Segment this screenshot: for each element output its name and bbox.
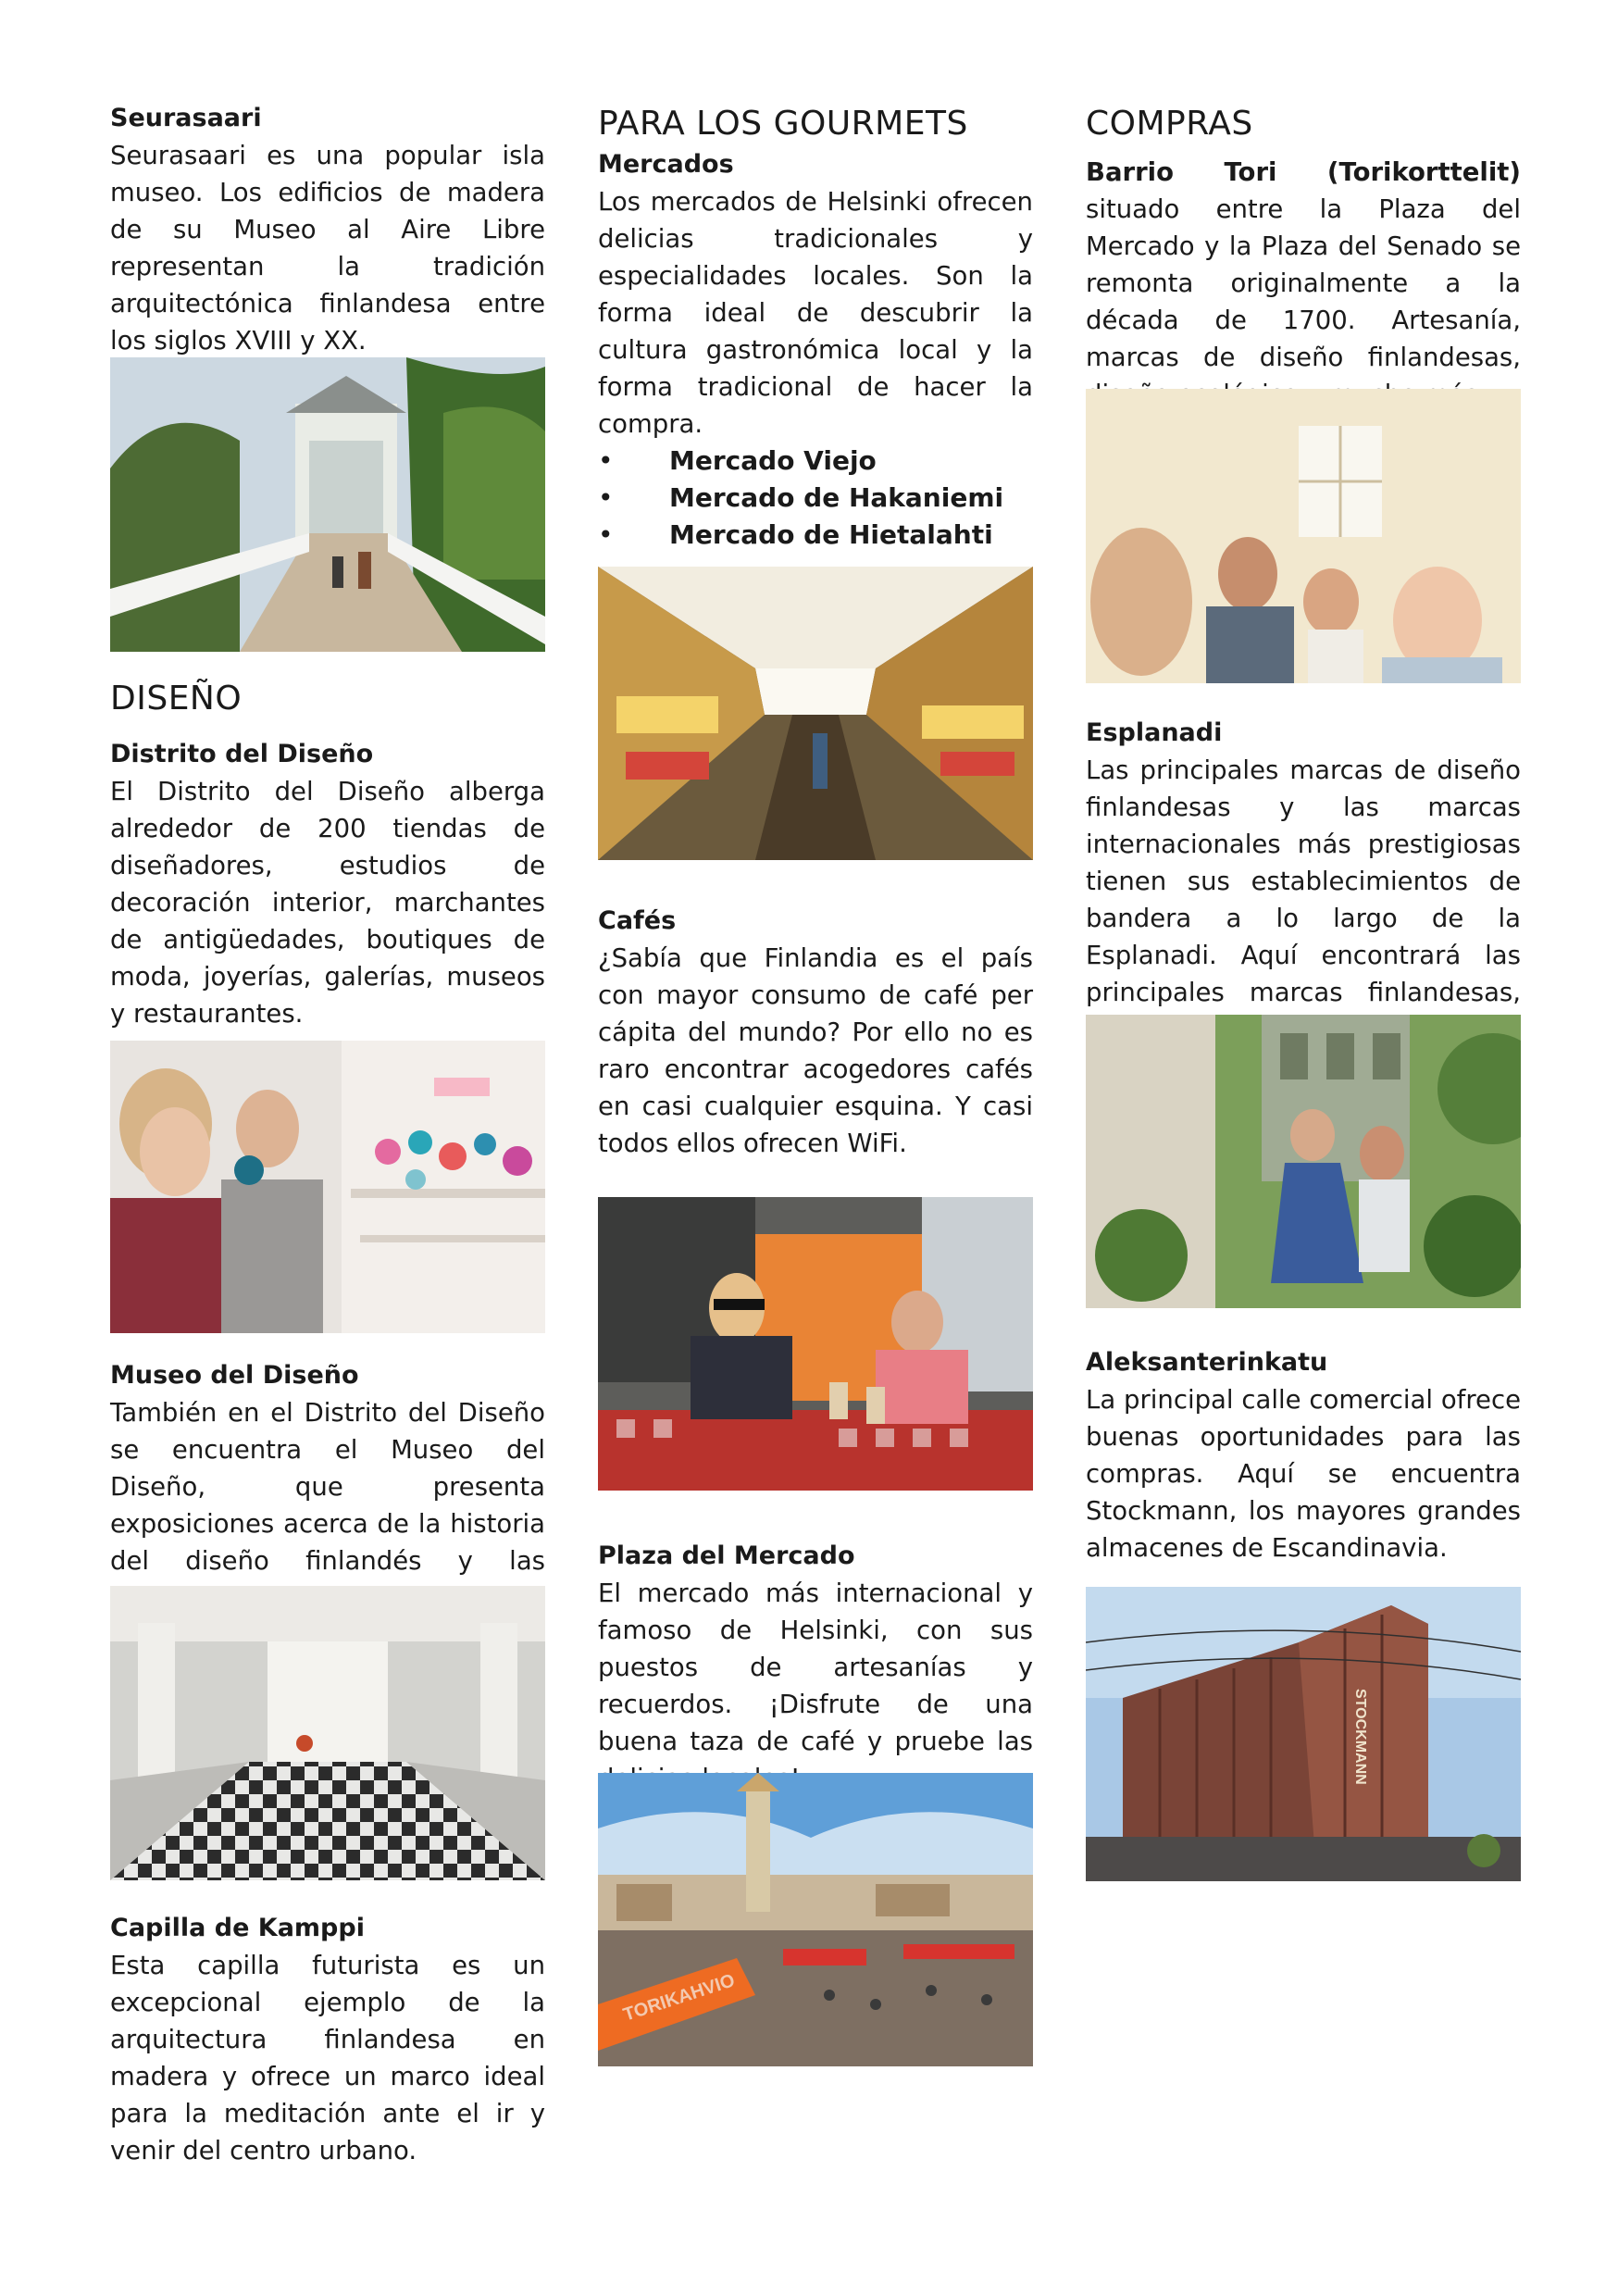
plaza-text: El mercado más internacional y famoso de Helsinki, con sus puestos de artesanías y recuerdos. ¡Disfrute de una buena taza de café y pruebe las bbox=[598, 1578, 1033, 1756]
market-list bbox=[598, 443, 1033, 554]
tori-text bbox=[1086, 154, 1521, 413]
tori-block bbox=[1086, 154, 1521, 413]
cafes-text: ¿Sabía que Finlandia es el país con mayor consumo de café per cápita del mundo? Por ello no es raro encontrar acogedores cafés en casi cualquier esquina. Y casi todos ellos ofrecen WiFi. bbox=[598, 943, 1033, 1158]
seurasaari-title: Seurasaari bbox=[110, 104, 262, 132]
plaza-title: Plaza del Mercado bbox=[598, 1541, 855, 1570]
cafes-title: Cafés bbox=[598, 906, 677, 935]
plaza-block bbox=[598, 1538, 1033, 1797]
museo-text: También en el Distrito del Diseño se encuentra el Museo del Diseño, que presenta exposiciones acerca de la historia del diseño finlandés y las bbox=[110, 1398, 545, 1576]
compras-heading: COMPRAS bbox=[1086, 105, 1253, 143]
aleksanterinkatu-title: Aleksanterinkatu bbox=[1086, 1348, 1328, 1377]
distrito-title: Distrito del Diseño bbox=[110, 740, 374, 768]
list-item bbox=[598, 517, 1033, 554]
esplanadi-text: Las principales marcas de diseño finlandesas y las marcas internacionales más prestigiosas tienen sus establecimientos de bandera a lo largo de la Esplanadi. Aquí encontrará las principales marcas finlandesas, bbox=[1086, 755, 1521, 1007]
aleksanterinkatu-block bbox=[1086, 1344, 1521, 1566]
kamppi-title: Capilla de Kamppi bbox=[110, 1914, 365, 1942]
design-museum-hall-photo bbox=[110, 1586, 545, 1880]
list-item bbox=[598, 443, 1033, 480]
esplanadi-dancers-photo bbox=[1086, 1015, 1521, 1308]
tori-title: Barrio Tori (Torikorttelit) bbox=[1086, 157, 1521, 187]
cafe-terrace-photo bbox=[598, 1197, 1033, 1491]
tori-crowd-photo bbox=[1086, 389, 1521, 683]
design-heading: DISEÑO bbox=[110, 680, 243, 718]
seurasaari-bridge-photo bbox=[110, 357, 545, 652]
kamppi-text: Esta capilla futurista es un excepcional ejemplo de la arquitectura finlandesa en madera y ofrece un marco ideal para la meditación ante el ir y venir del centro urbano. bbox=[110, 1951, 545, 2165]
museo-block bbox=[110, 1357, 545, 1616]
cafes-block bbox=[598, 903, 1033, 1162]
bullet: • bbox=[598, 482, 614, 513]
mercados-title: Mercados bbox=[598, 150, 734, 179]
bullet: • bbox=[598, 445, 614, 476]
bullet: • bbox=[598, 519, 614, 550]
distrito-text: El Distrito del Diseño alberga alrededor de 200 tiendas de diseñadores, estudios de decoración interior, marchantes de antigüedades, boutiques de moda, joyerías, galerías, museos y restaurantes. bbox=[110, 777, 545, 1029]
museo-title: Museo del Diseño bbox=[110, 1361, 359, 1390]
kamppi-block bbox=[110, 1910, 545, 2169]
market-item-label: Mercado de Hakaniemi bbox=[669, 482, 1004, 513]
tori-body: situado entre la Plaza del Mercado y la Plaza del Senado se remonta originalmente a la década de 1700. Artesanía, marcas de diseño finlandesas, bbox=[1086, 194, 1521, 372]
distrito-block bbox=[110, 736, 545, 1032]
market-item-label: Mercado Viejo bbox=[669, 445, 877, 476]
market-hall-photo bbox=[598, 567, 1033, 860]
seurasaari-block bbox=[110, 100, 545, 359]
design-shop-photo bbox=[110, 1041, 545, 1333]
market-item-label: Mercado de Hietalahti bbox=[669, 519, 993, 550]
mercados-block bbox=[598, 146, 1033, 554]
esplanadi-block bbox=[1086, 715, 1521, 1048]
gourmet-heading: PARA LOS GOURMETS bbox=[598, 105, 968, 143]
building-sign-text: STOCKMANN bbox=[1352, 1689, 1368, 1785]
seurasaari-text: Seurasaari es una popular isla museo. Los edificios de madera de su Museo al Aire Libre representan la tradición arquitectónica finlandesa entre los siglos XVIII y XX. bbox=[110, 141, 545, 356]
market-square-photo bbox=[598, 1773, 1033, 2066]
stockmann-building-photo bbox=[1086, 1587, 1521, 1881]
esplanadi-title: Esplanadi bbox=[1086, 718, 1223, 747]
mercados-text: Los mercados de Helsinki ofrecen delicias tradicionales y especialidades locales. Son la forma ideal de descubrir la cultura gastronómica local y la forma tradicional de hacer la compra. bbox=[598, 187, 1033, 439]
aleksanterinkatu-text: La principal calle comercial ofrece buenas oportunidades para las compras. Aquí se encuentra Stockmann, los mayores grandes almacenes de Escandinavia. bbox=[1086, 1385, 1521, 1563]
list-item bbox=[598, 480, 1033, 517]
tent-sign-text: TORIKAHVIO bbox=[620, 1970, 738, 2026]
